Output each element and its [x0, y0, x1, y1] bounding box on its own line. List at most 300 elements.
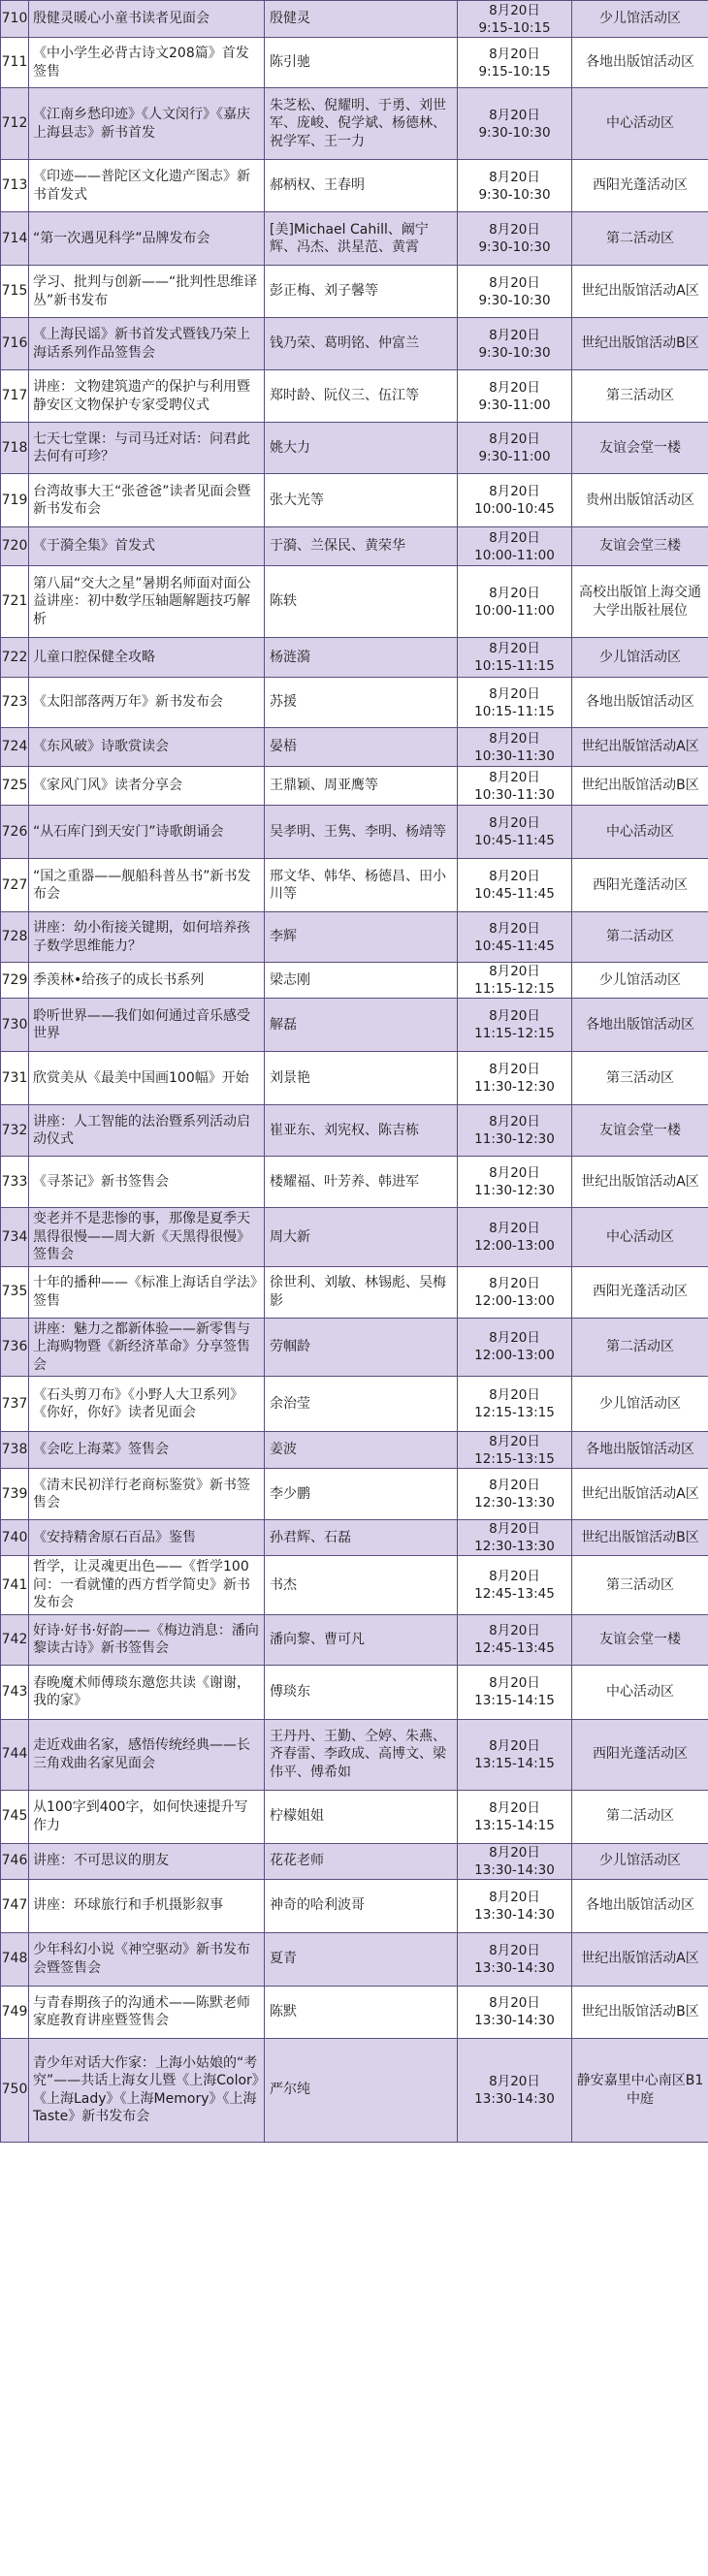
event-number: 715	[1, 266, 29, 318]
event-number: 729	[1, 963, 29, 999]
event-title: 《上海民谣》新书首发式暨钱乃荣上海话系列作品签售会	[29, 318, 265, 370]
event-venue: 世纪出版馆活动A区	[572, 1157, 708, 1208]
event-time-range: 9:30-10:30	[478, 239, 551, 255]
event-number: 716	[1, 318, 29, 370]
event-number: 717	[1, 370, 29, 423]
table-row	[1, 1157, 708, 1208]
event-date: 8月20日	[489, 529, 540, 546]
event-venue: 第二活动区	[572, 1790, 708, 1843]
event-date: 8月20日	[489, 1114, 540, 1129]
event-title: 第八届“交大之星”暑期名师面对面公益讲座：初中数学压轴题解题技巧解析	[29, 566, 265, 638]
event-title: 季羡林•给孩子的成长书系列	[29, 963, 265, 999]
table-row	[1, 38, 708, 88]
event-time	[458, 566, 572, 638]
event-date: 8月20日	[489, 1275, 540, 1291]
event-title: 《清末民初洋行老商标鉴赏》新书签售会	[29, 1469, 265, 1520]
event-time	[458, 370, 572, 423]
event-time-range: 10:45-11:45	[474, 938, 555, 954]
event-number: 738	[1, 1432, 29, 1469]
table-row	[1, 1432, 708, 1469]
event-number: 719	[1, 474, 29, 527]
event-time-range: 12:30-13:30	[474, 1495, 555, 1511]
event-title: 哲学，让灵魂更出色——《哲学100问：一看就懂的西方哲学简史》新书发布会	[29, 1556, 265, 1615]
table-row	[1, 370, 708, 423]
event-time-range: 10:30-11:30	[474, 786, 555, 803]
event-guests: 柠檬姐姐	[265, 1790, 458, 1843]
event-number: 722	[1, 638, 29, 678]
event-time-range: 12:45-13:45	[474, 1585, 555, 1602]
event-title: 讲座：文物建筑遗产的保护与利用暨静安区文物保护专家受聘仪式	[29, 370, 265, 423]
event-time	[458, 767, 572, 806]
event-time	[458, 1208, 572, 1267]
event-date: 8月20日	[489, 1330, 540, 1347]
table-row	[1, 1469, 708, 1520]
event-number: 727	[1, 859, 29, 912]
event-title: 《江南乡愁印迹》《人文闵行》《嘉庆上海县志》新书首发	[29, 88, 265, 160]
event-time-range: 9:30-11:00	[478, 449, 551, 464]
event-venue: 世纪出版馆活动A区	[572, 1932, 708, 1986]
event-time-range: 12:00-13:00	[474, 1292, 555, 1309]
event-guests: 傅琰东	[265, 1665, 458, 1719]
event-guests: 严尔纯	[265, 2038, 458, 2142]
event-venue: 各地出版馆活动区	[572, 1432, 708, 1469]
table-row	[1, 1932, 708, 1986]
table-row	[1, 1556, 708, 1615]
event-time	[458, 859, 572, 912]
event-title: 《于漪全集》首发式	[29, 527, 265, 566]
event-number: 713	[1, 160, 29, 212]
event-venue: 友谊会堂一楼	[572, 423, 708, 474]
event-title: 讲座：不可思议的朋友	[29, 1843, 265, 1879]
event-title: 《安持精舍原石百品》鉴售	[29, 1520, 265, 1556]
event-guests: 邢文华、韩华、杨德昌、田小川等	[265, 859, 458, 912]
event-number: 728	[1, 912, 29, 963]
event-date: 8月20日	[489, 1433, 540, 1449]
event-time	[458, 1266, 572, 1318]
event-guests: 郝柄权、王春明	[265, 160, 458, 212]
event-time-range: 9:30-10:30	[478, 344, 551, 361]
event-time-range: 12:00-13:00	[474, 1348, 555, 1364]
event-time-range: 13:30-14:30	[474, 1861, 555, 1878]
event-date: 8月20日	[489, 1387, 540, 1403]
event-number: 720	[1, 527, 29, 566]
event-guests: 夏青	[265, 1932, 458, 1986]
table-row	[1, 1614, 708, 1665]
event-guests: 郑时龄、阮仪三、伍江等	[265, 370, 458, 423]
event-date: 8月20日	[489, 1889, 540, 1905]
event-number: 745	[1, 1790, 29, 1843]
event-venue: 友谊会堂三楼	[572, 527, 708, 566]
event-guests: 殷健灵	[265, 1, 458, 38]
event-date: 8月20日	[489, 730, 540, 747]
event-guests: 陈引驰	[265, 38, 458, 88]
event-date: 8月20日	[489, 815, 540, 831]
event-title: 《太阳部落两万年》新书发布会	[29, 678, 265, 728]
event-number: 733	[1, 1157, 29, 1208]
event-time	[458, 2038, 572, 2142]
table-row	[1, 1105, 708, 1157]
event-number: 742	[1, 1614, 29, 1665]
event-date: 8月20日	[489, 1165, 540, 1181]
table-row	[1, 1665, 708, 1719]
event-venue: 第三活动区	[572, 1556, 708, 1615]
event-time-range: 12:45-13:45	[474, 1640, 555, 1656]
event-number: 714	[1, 212, 29, 266]
event-date: 8月20日	[489, 869, 540, 884]
event-number: 750	[1, 2038, 29, 2142]
table-row	[1, 859, 708, 912]
table-row	[1, 318, 708, 370]
event-number: 723	[1, 678, 29, 728]
event-time	[458, 1986, 572, 2038]
table-row	[1, 728, 708, 767]
event-time-range: 11:15-12:15	[474, 981, 555, 997]
event-date: 8月20日	[489, 379, 540, 396]
event-number: 747	[1, 1879, 29, 1932]
event-venue: 各地出版馆活动区	[572, 38, 708, 88]
event-number: 721	[1, 566, 29, 638]
event-number: 730	[1, 999, 29, 1052]
event-time	[458, 1377, 572, 1432]
event-title: 讲座：人工智能的法治暨系列活动启动仪式	[29, 1105, 265, 1157]
event-venue: 世纪出版馆活动A区	[572, 266, 708, 318]
event-guests: 劳帼龄	[265, 1318, 458, 1377]
event-title: 聆听世界——我们如何通过音乐感受世界	[29, 999, 265, 1052]
event-title: 变老并不是悲惨的事，那像是夏季天黑得很慢——周大新《天黑得很慢》签售会	[29, 1208, 265, 1267]
event-venue: 第二活动区	[572, 912, 708, 963]
event-time-range: 13:15-14:15	[474, 1817, 555, 1833]
event-number: 744	[1, 1719, 29, 1790]
table-row	[1, 999, 708, 1052]
event-time-range: 12:00-13:00	[474, 1237, 555, 1254]
event-time	[458, 266, 572, 318]
event-date: 8月20日	[489, 1623, 540, 1638]
event-date: 8月20日	[489, 685, 540, 702]
event-guests: 苏援	[265, 678, 458, 728]
event-date: 8月20日	[489, 1008, 540, 1024]
schedule-body	[1, 1, 708, 2143]
event-time	[458, 999, 572, 1052]
event-guests: 陈默	[265, 1986, 458, 2038]
table-row	[1, 963, 708, 999]
event-date: 8月20日	[489, 169, 540, 185]
event-time-range: 13:30-14:30	[474, 1959, 555, 1976]
event-guests: 书杰	[265, 1556, 458, 1615]
event-number: 749	[1, 1986, 29, 2038]
event-venue: 西阳光蓬活动区	[572, 160, 708, 212]
table-row	[1, 1052, 708, 1105]
event-venue: 第二活动区	[572, 1318, 708, 1377]
event-time	[458, 474, 572, 527]
event-time	[458, 527, 572, 566]
event-venue: 世纪出版馆活动A区	[572, 728, 708, 767]
event-title: 台湾故事大王“张爸爸”读者见面会暨新书发布会	[29, 474, 265, 527]
event-number: 731	[1, 1052, 29, 1105]
event-guests: 彭正梅、刘子馨等	[265, 266, 458, 318]
event-date: 8月20日	[489, 641, 540, 656]
table-row	[1, 1318, 708, 1377]
event-time	[458, 212, 572, 266]
event-number: 725	[1, 767, 29, 806]
event-title: 儿童口腔保健全攻略	[29, 638, 265, 678]
event-time	[458, 160, 572, 212]
event-venue: 友谊会堂一楼	[572, 1614, 708, 1665]
event-time-range: 9:30-11:00	[478, 397, 551, 413]
event-date: 8月20日	[489, 1737, 540, 1754]
event-venue: 各地出版馆活动区	[572, 999, 708, 1052]
event-time	[458, 1105, 572, 1157]
event-date: 8月20日	[489, 1521, 540, 1537]
event-guests: 徐世利、刘敏、林锡彪、吴梅影	[265, 1266, 458, 1318]
event-title: 七天七堂课：与司马迁对话：问君此去何有可珍？	[29, 423, 265, 474]
event-date: 8月20日	[489, 327, 540, 343]
event-title: 《会吃上海菜》签售会	[29, 1432, 265, 1469]
event-time-range: 11:30-12:30	[474, 1131, 555, 1147]
event-guests: 梁志刚	[265, 963, 458, 999]
event-guests: 王丹丹、王勤、仝婷、朱燕、齐春雷、李政成、高博文、梁伟平、傅希如	[265, 1719, 458, 1790]
event-number: 740	[1, 1520, 29, 1556]
event-title: “从石库门到天安门”诗歌朗诵会	[29, 806, 265, 859]
event-number: 743	[1, 1665, 29, 1719]
table-row	[1, 2038, 708, 2142]
event-venue: 世纪出版馆活动B区	[572, 318, 708, 370]
event-time	[458, 1556, 572, 1615]
event-time-range: 13:15-14:15	[474, 1693, 555, 1708]
table-row	[1, 1266, 708, 1318]
event-venue: 中心活动区	[572, 88, 708, 160]
event-guests: 崔亚东、刘宪权、陈吉栋	[265, 1105, 458, 1157]
table-row	[1, 566, 708, 638]
event-time-range: 10:30-11:30	[474, 747, 555, 764]
event-title: 《寻茶记》新书签售会	[29, 1157, 265, 1208]
event-title: 殷健灵暖心小童书读者见面会	[29, 1, 265, 38]
event-title: 与青春期孩子的沟通术——陈默老师家庭教育讲座暨签售会	[29, 1986, 265, 2038]
event-guests: 钱乃荣、葛明铭、仲富兰	[265, 318, 458, 370]
event-time	[458, 638, 572, 678]
event-number: 737	[1, 1377, 29, 1432]
event-number: 746	[1, 1843, 29, 1879]
event-venue: 各地出版馆活动区	[572, 678, 708, 728]
event-time	[458, 728, 572, 767]
event-date: 8月20日	[489, 964, 540, 979]
event-date: 8月20日	[489, 2073, 540, 2089]
event-venue: 西阳光蓬活动区	[572, 1266, 708, 1318]
event-venue: 第三活动区	[572, 1052, 708, 1105]
event-title: 欣赏美从《最美中国画100幅》开始	[29, 1052, 265, 1105]
table-row	[1, 1790, 708, 1843]
event-number: 724	[1, 728, 29, 767]
event-title: 十年的播种——《标准上海话自学法》签售	[29, 1266, 265, 1318]
event-time-range: 10:45-11:45	[474, 886, 555, 902]
event-date: 8月20日	[489, 274, 540, 291]
event-time	[458, 1469, 572, 1520]
event-time	[458, 1614, 572, 1665]
event-venue: 第三活动区	[572, 370, 708, 423]
event-date: 8月20日	[489, 46, 540, 62]
event-time-range: 11:30-12:30	[474, 1183, 555, 1198]
event-time	[458, 1052, 572, 1105]
event-time-range: 10:15-11:15	[474, 658, 555, 674]
event-guests: 杨涟漪	[265, 638, 458, 678]
event-venue: 世纪出版馆活动B区	[572, 1986, 708, 2038]
event-time-range: 9:15-10:15	[478, 63, 551, 80]
event-number: 741	[1, 1556, 29, 1615]
event-venue: 少儿馆活动区	[572, 963, 708, 999]
event-time	[458, 1, 572, 38]
event-date: 8月20日	[489, 1062, 540, 1077]
event-date: 8月20日	[489, 769, 540, 785]
event-time-range: 13:30-14:30	[474, 2013, 555, 2028]
table-row	[1, 1719, 708, 1790]
event-time-range: 9:30-10:30	[478, 124, 551, 141]
event-venue: 中心活动区	[572, 1208, 708, 1267]
event-title: 好诗·好书·好韵——《梅边消息：潘向黎读古诗》新书签售会	[29, 1614, 265, 1665]
event-number: 711	[1, 38, 29, 88]
event-time	[458, 1879, 572, 1932]
event-title: 青少年对话大作家：上海小姑娘的“考究”——共话上海女儿暨《上海Color》《上海Lady》《上海Memory》《上海Taste》新书发布会	[29, 2038, 265, 2142]
event-title: “国之重器——舰船科普丛书”新书发布会	[29, 859, 265, 912]
event-title: “第一次遇见科学”品牌发布会	[29, 212, 265, 266]
event-number: 739	[1, 1469, 29, 1520]
event-title: 少年科幻小说《神空驱动》新书发布会暨签售会	[29, 1932, 265, 1986]
table-row	[1, 1843, 708, 1879]
event-title: 《东风破》诗歌赏读会	[29, 728, 265, 767]
event-time-range: 10:00-11:00	[474, 547, 555, 563]
table-row	[1, 423, 708, 474]
event-number: 735	[1, 1266, 29, 1318]
event-number: 726	[1, 806, 29, 859]
event-title: 走近戏曲名家，感悟传统经典——长三角戏曲名家见面会	[29, 1719, 265, 1790]
event-venue: 少儿馆活动区	[572, 1377, 708, 1432]
event-date: 8月20日	[489, 1675, 540, 1691]
event-date: 8月20日	[489, 920, 540, 937]
event-time-range: 10:00-11:00	[474, 602, 555, 619]
event-venue: 第二活动区	[572, 212, 708, 266]
event-time	[458, 1157, 572, 1208]
event-time	[458, 1843, 572, 1879]
event-title: 讲座：幼小衔接关键期，如何培养孩子数学思维能力？	[29, 912, 265, 963]
event-title: 《中小学生必背古诗文208篇》首发签售	[29, 38, 265, 88]
event-date: 8月20日	[489, 585, 540, 601]
event-guests: 楼耀福、叶芳养、韩进军	[265, 1157, 458, 1208]
event-date: 8月20日	[489, 107, 540, 123]
event-number: 736	[1, 1318, 29, 1377]
event-title: 从100字到400字，如何快速提升写作力	[29, 1790, 265, 1843]
event-title: 《印迹——普陀区文化遗产图志》新书首发式	[29, 160, 265, 212]
event-guests: 晏梧	[265, 728, 458, 767]
event-time	[458, 963, 572, 999]
event-time	[458, 912, 572, 963]
event-date: 8月20日	[489, 1568, 540, 1584]
table-row	[1, 1520, 708, 1556]
event-venue: 高校出版馆上海交通大学出版社展位	[572, 566, 708, 638]
event-venue: 中心活动区	[572, 806, 708, 859]
event-guests: 孙君辉、石磊	[265, 1520, 458, 1556]
event-time	[458, 1318, 572, 1377]
table-row	[1, 678, 708, 728]
event-title: 学习、批判与创新——“批判性思维译丛”新书发布	[29, 266, 265, 318]
event-time-range: 13:15-14:15	[474, 1755, 555, 1771]
event-time	[458, 423, 572, 474]
event-guests: 吴孝明、王隽、李明、杨靖等	[265, 806, 458, 859]
event-date: 8月20日	[489, 484, 540, 499]
event-time	[458, 38, 572, 88]
table-row	[1, 767, 708, 806]
table-row	[1, 1377, 708, 1432]
event-time-range: 13:30-14:30	[474, 2090, 555, 2107]
event-time-range: 12:15-13:15	[474, 1450, 555, 1467]
event-time-range: 10:45-11:45	[474, 833, 555, 848]
table-row	[1, 912, 708, 963]
event-guests: 余治莹	[265, 1377, 458, 1432]
event-title: 讲座：环球旅行和手机摄影叙事	[29, 1879, 265, 1932]
event-guests: 张大光等	[265, 474, 458, 527]
table-row	[1, 160, 708, 212]
event-venue: 世纪出版馆活动A区	[572, 1469, 708, 1520]
event-guests: 姜波	[265, 1432, 458, 1469]
table-row	[1, 1879, 708, 1932]
event-venue: 少儿馆活动区	[572, 1843, 708, 1879]
event-number: 734	[1, 1208, 29, 1267]
event-time-range: 10:00-10:45	[474, 501, 555, 517]
table-row	[1, 88, 708, 160]
event-time-range: 12:15-13:15	[474, 1405, 555, 1420]
event-date: 8月20日	[489, 1220, 540, 1236]
event-time	[458, 1719, 572, 1790]
table-row	[1, 1986, 708, 2038]
event-time-range: 11:15-12:15	[474, 1026, 555, 1041]
table-row	[1, 527, 708, 566]
table-row	[1, 806, 708, 859]
event-date: 8月20日	[489, 2, 540, 18]
event-date: 8月20日	[489, 431, 540, 447]
event-venue: 少儿馆活动区	[572, 638, 708, 678]
event-guests: 朱芝松、倪耀明、于勇、刘世军、庞峻、倪学斌、杨德林、祝学军、王一力	[265, 88, 458, 160]
event-time-range: 9:15-10:15	[478, 19, 551, 36]
table-row	[1, 266, 708, 318]
event-guests: 于漪、兰保民、黄荣华	[265, 527, 458, 566]
event-time	[458, 1432, 572, 1469]
event-date: 8月20日	[489, 222, 540, 238]
event-guests: 李辉	[265, 912, 458, 963]
table-row	[1, 474, 708, 527]
event-venue: 静安嘉里中心南区B1中庭	[572, 2038, 708, 2142]
event-venue: 少儿馆活动区	[572, 1, 708, 38]
table-row	[1, 1, 708, 38]
event-venue: 西阳光蓬活动区	[572, 1719, 708, 1790]
event-time-range: 13:30-14:30	[474, 1906, 555, 1923]
event-time-range: 9:30-10:30	[478, 186, 551, 203]
table-row	[1, 638, 708, 678]
event-title: 讲座：魅力之都新体验——新零售与上海购物暨《新经济革命》分享签售会	[29, 1318, 265, 1377]
event-date: 8月20日	[489, 1799, 540, 1816]
event-time	[458, 1932, 572, 1986]
event-time	[458, 678, 572, 728]
event-title: 《家风门风》读者分享会	[29, 767, 265, 806]
event-number: 718	[1, 423, 29, 474]
event-guests: 王鼎颖、周亚鹰等	[265, 767, 458, 806]
event-number: 710	[1, 1, 29, 38]
event-venue: 世纪出版馆活动B区	[572, 767, 708, 806]
event-time	[458, 88, 572, 160]
event-time	[458, 806, 572, 859]
event-guests: 刘景艳	[265, 1052, 458, 1105]
event-guests: 姚大力	[265, 423, 458, 474]
event-number: 748	[1, 1932, 29, 1986]
event-date: 8月20日	[489, 1478, 540, 1493]
event-number: 712	[1, 88, 29, 160]
event-guests: 周大新	[265, 1208, 458, 1267]
